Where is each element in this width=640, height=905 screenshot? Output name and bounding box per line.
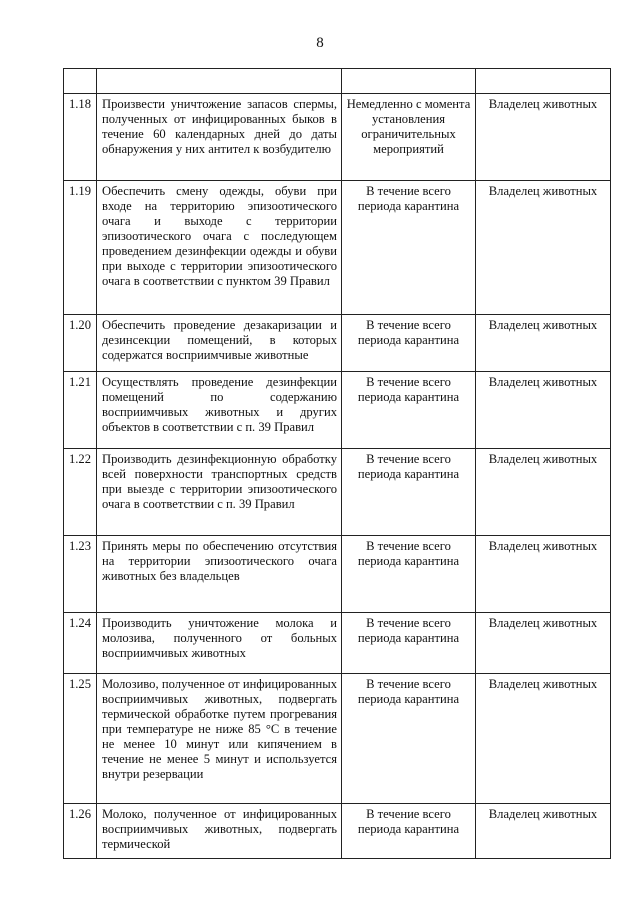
row-responsible: Владелец животных: [476, 674, 611, 804]
row-term: В течение всего периода карантина: [342, 449, 476, 536]
table-row: [64, 674, 611, 804]
measures-table: [63, 68, 611, 859]
row-measure-text: Молозиво, полученное от инфицированных восприимчивых животных, подвергать термической обработке путем прогревания при температуре не ниже 85 °С в течение не менее 10 минут или кипячением в течение не менее 5 минут и используется внутри резервации: [97, 674, 342, 804]
page-number: 8: [316, 35, 324, 51]
row-term: В течение всего периода карантина: [342, 536, 476, 613]
row-term: В течение всего периода карантина: [342, 372, 476, 449]
row-number: 1.26: [64, 804, 97, 859]
row-number: 1.25: [64, 674, 97, 804]
row-measure-text: Обеспечить проведение дезакаризации и дезинсекции помещений, в которых содержатся восприимчивые животные: [97, 315, 342, 372]
row-term: В течение всего периода карантина: [342, 613, 476, 674]
table-row: [64, 804, 611, 859]
row-responsible: Владелец животных: [476, 449, 611, 536]
row-responsible: Владелец животных: [476, 372, 611, 449]
row-term: В течение всего периода карантина: [342, 315, 476, 372]
row-term: Немедленно с момента установления ограничительных мероприятий: [342, 94, 476, 181]
row-measure-text: Производить уничтожение молока и молозива, полученного от больных восприимчивых животных: [97, 613, 342, 674]
row-responsible: Владелец животных: [476, 536, 611, 613]
row-responsible: Владелец животных: [476, 804, 611, 859]
row-measure-text: Осуществлять проведение дезинфекции помещений по содержанию восприимчивых животных и других объектов в соответствии с п. 39 Правил: [97, 372, 342, 449]
row-measure-text: Молоко, полученное от инфицированных восприимчивых животных, подвергать термической: [97, 804, 342, 859]
header-cell-term: [342, 69, 476, 94]
row-term: В течение всего периода карантина: [342, 674, 476, 804]
table-row: [64, 613, 611, 674]
table-row: [64, 181, 611, 315]
table-row: [64, 449, 611, 536]
header-cell-num: [64, 69, 97, 94]
row-term: В течение всего периода карантина: [342, 804, 476, 859]
row-term: В течение всего периода карантина: [342, 181, 476, 315]
row-measure-text: Произвести уничтожение запасов спермы, полученных от инфицированных быков в течение 60 календарных дней до даты обнаружения у них антител к возбудителю: [97, 94, 342, 181]
row-number: 1.24: [64, 613, 97, 674]
row-measure-text: Обеспечить смену одежды, обуви при входе на территорию эпизоотического очага и выходе с территории эпизоотического очага с последующем проведением дезинфекции одежды и обуви при выходе с территории эпизоотического очага в соответствии с пунктом 39 Правил: [97, 181, 342, 315]
row-measure-text: Принять меры по обеспечению отсутствия на территории эпизоотического очага животных без владельцев: [97, 536, 342, 613]
table-header-row: [64, 69, 611, 94]
table-row: [64, 315, 611, 372]
row-number: 1.20: [64, 315, 97, 372]
row-responsible: Владелец животных: [476, 181, 611, 315]
header-cell-text: [97, 69, 342, 94]
row-number: 1.22: [64, 449, 97, 536]
table-row: [64, 94, 611, 181]
row-number: 1.18: [64, 94, 97, 181]
row-responsible: Владелец животных: [476, 94, 611, 181]
row-number: 1.23: [64, 536, 97, 613]
table-row: [64, 536, 611, 613]
table-body: [64, 69, 611, 859]
row-number: 1.19: [64, 181, 97, 315]
header-cell-responsible: [476, 69, 611, 94]
row-number: 1.21: [64, 372, 97, 449]
table-row: [64, 372, 611, 449]
row-responsible: Владелец животных: [476, 315, 611, 372]
row-responsible: Владелец животных: [476, 613, 611, 674]
row-measure-text: Производить дезинфекционную обработку всей поверхности транспортных средств при выезде с территории эпизоотического очага в соответствии с п. 39 Правил: [97, 449, 342, 536]
